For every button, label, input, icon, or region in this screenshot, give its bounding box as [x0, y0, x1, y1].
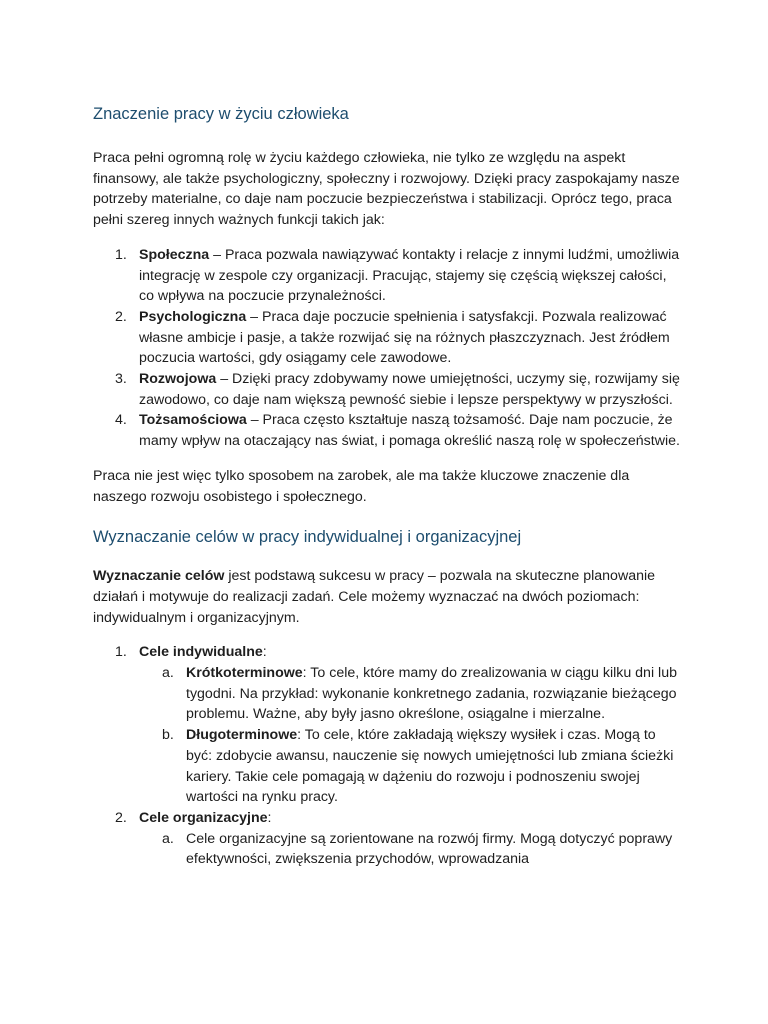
sub-list-item [93, 663, 683, 725]
list-number: 2. [115, 308, 127, 325]
list-text: – Praca często kształtuje naszą tożsamość. Daje nam poczucie, że mamy wpływ na otaczający nas świat, i pomaga określić naszą rolę w społeczeństwie. [139, 412, 680, 450]
sub-list-text: Cele organizacyjne są zorientowane na rozwój firmy. Mogą dotyczyć poprawy efektywności, zwiększenia przychodów, wprowadzania [186, 830, 673, 868]
sub-list-marker: a. [162, 830, 174, 847]
list-text: – Praca daje poczucie spełnienia i satysfakcji. Pozwala realizować własne ambicje i pasje, a także rozwijać się na różnych płaszczyznach. Jest źródłem poczucia wartości, gdy osiągamy cele zawodowe. [139, 308, 670, 367]
sub-list-term: Krótkoterminowe [186, 665, 303, 682]
list-term: Rozwojowa [139, 371, 217, 388]
list-term: Cele organizacyjne [139, 809, 268, 826]
functions-list [93, 245, 683, 452]
list-number: 1. [115, 644, 127, 661]
list-item [93, 369, 683, 410]
document-content [93, 101, 683, 870]
list-item [93, 245, 683, 307]
goals-list [93, 642, 683, 870]
list-item [93, 642, 683, 663]
sub-list-marker: a. [162, 665, 174, 682]
intro-text: jest podstawą sukcesu w pracy – pozwala na skuteczne planowanie działań i motywuje do realizacji zadań. Cele możemy wyznaczać na dwóch poziomach: indywidualnym i organizacyjnym. [93, 568, 656, 626]
list-number: 2. [115, 809, 127, 826]
list-text: – Dzięki pracy zdobywamy nowe umiejętności, uczymy się, rozwijamy się zawodowo, co daje nam większą pewność siebie i lepsze perspektywy w przyszłości. [139, 371, 680, 408]
list-suffix: : [262, 644, 267, 661]
section-heading-work-meaning: Znaczenie pracy w życiu człowieka [93, 105, 349, 123]
paragraph-conclusion: Praca nie jest więc tylko sposobem na zarobek, ale ma także kluczowe znaczenie dla naszego rozwoju osobistego i społecznego. [93, 467, 630, 505]
paragraph-goals-intro [93, 566, 683, 628]
sub-list-text: : To cele, które zakładają większy wysiłek i czas. Mogą to być: zdobycie awansu, nauczenie się nowych umiejętności lub zmiana ścieżki kariery. Takie cele pomagają w dążeniu do rozwoju i podnoszeniu swojej wartości na rynku pracy. [186, 727, 674, 806]
list-item [93, 410, 683, 451]
sub-list-marker: b. [162, 727, 174, 744]
sub-list-item [93, 725, 683, 808]
list-suffix: : [267, 809, 272, 826]
sub-list-term: Długoterminowe [186, 727, 298, 744]
list-number: 4. [115, 412, 127, 429]
list-term: Psychologiczna [139, 308, 247, 325]
list-text: – Praca pozwala nawiązywać kontakty i relacje z innymi ludźmi, umożliwia integrację w zespole czy organizacji. Pracując, stajemy się częścią większej całości, co wpływa na poczucie przynależności. [139, 246, 680, 305]
list-term: Tożsamościowa [139, 412, 247, 429]
section-heading-goal-setting: Wyznaczanie celów w pracy indywidualnej i organizacyjnej [93, 528, 522, 547]
sub-list-item [93, 829, 683, 870]
paragraph-intro: Praca pełni ogromną rolę w życiu każdego człowieka, nie tylko ze względu na aspekt finansowy, ale także psychologiczny, społeczny i rozwojowy. Dzięki pracy zaspokajamy nasze potrzeby materialne, co daje nam poczucie bezpieczeństwa i stabilizacji. Oprócz tego, praca pełni szereg innych ważnych funkcji takich jak: [93, 150, 680, 229]
list-item [93, 808, 683, 829]
list-item [93, 307, 683, 369]
list-number: 3. [115, 371, 127, 388]
intro-term: Wyznaczanie celów [93, 568, 225, 585]
list-number: 1. [115, 246, 127, 263]
list-term: Cele indywidualne [139, 644, 263, 661]
sub-list-text: : To cele, które mamy do zrealizowania w ciągu kilku dni lub tygodni. Na przykład: wykonanie konkretnego zadania, rozwiązanie bieżącego problemu. Ważne, aby były jasno określone, osiągalne i mierzalne. [186, 665, 677, 723]
list-term: Społeczna [139, 246, 210, 263]
